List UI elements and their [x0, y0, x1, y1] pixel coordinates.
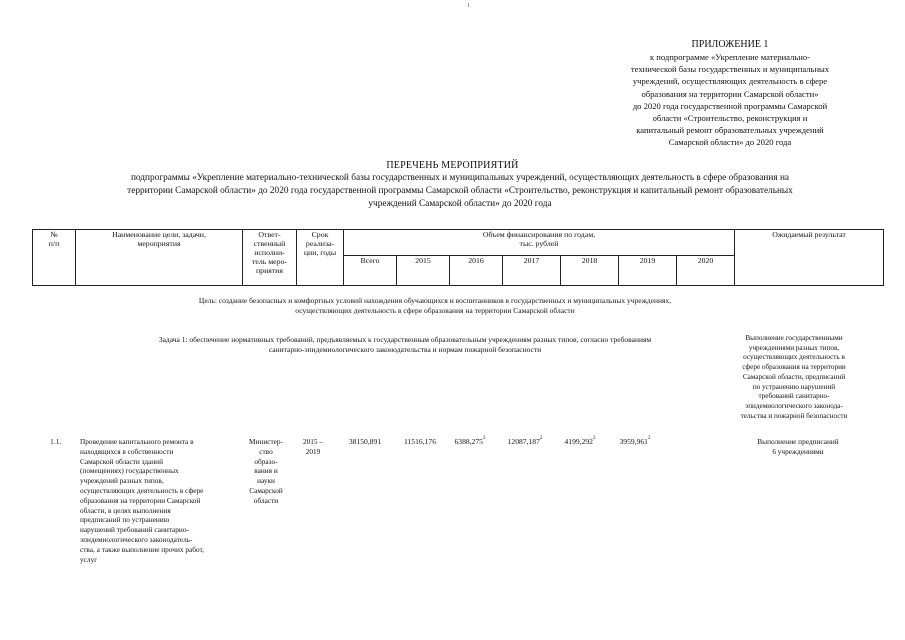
- row-2017: 12087,187$^2$: [507, 436, 543, 446]
- year-2018-header: 2018: [561, 256, 619, 286]
- year-2019-header: 2019: [619, 256, 677, 286]
- row-total: 38150,891: [348, 437, 382, 446]
- scan-mark: [468, 3, 469, 7]
- year-2017-header: 2017: [503, 256, 561, 286]
- appendix-line: области «Строительство, реконструкция и: [652, 113, 808, 124]
- appendix-title: ПРИЛОЖЕНИЕ 1: [691, 39, 769, 50]
- appendix-line: к подпрограмме «Укрепление материально-: [649, 52, 811, 62]
- task-text: Задача 1: обеспечение нормативных требований, предъявляемых к государственным образовательным учреждениям разных типов, согласно требованиям санитарно-эпидемиологического законодательства и нормам пожарной безопасности: [158, 335, 652, 354]
- col-result-header: Ожидаемый результат: [735, 230, 884, 286]
- row-2016: 6388,275$^2$: [454, 436, 486, 446]
- row-measure-name: Проведение капитального ремонта в находящихся в собственности Самарской области зданий (помещениях) государственных учреждений разных типов, осуществляющих деятельность в сфере образования на территории Самарской области, в целях выполнения предписаний по устранению нарушений требований санитарно- эпидемиологического законодатель- ства, а также выполнение прочих работ, услуг: [80, 437, 204, 564]
- appendix-line: до 2020 года государственной программы Самарской: [632, 100, 828, 111]
- subtitle-line: учреждений Самарской области» до 2020 года: [368, 198, 552, 209]
- col-name-header: Наименование цели, задачи, мероприятия: [76, 230, 243, 286]
- appendix-line: образования на территории Самарской области»: [641, 88, 819, 99]
- appendix-line: Самарской области» до 2020 года: [668, 137, 792, 148]
- year-2015-header: 2015: [397, 256, 450, 286]
- year-2020-header: 2020: [677, 256, 735, 286]
- row-2018: 4199,292$^2$: [564, 436, 596, 446]
- row-number: 1.1.: [50, 437, 62, 446]
- row-expected-result: Выполнение предписаний 6 учреждениями: [757, 437, 839, 456]
- document-subtitle: [50, 172, 870, 210]
- row-2015: 11516,176: [404, 437, 436, 446]
- goal-text: Цель: создание безопасных и комфортных условий нахождения обучающихся и воспитанников в государственных и муниципальных учреждениях, осуществляющих деятельность в сфере образования на территории Самарской области: [198, 296, 672, 315]
- appendix-block: [600, 38, 860, 149]
- measures-table-header: [32, 229, 884, 286]
- row-executor: Министер- ство образо- вания и науки Самарской области: [249, 437, 283, 505]
- row-2019: 3959,961$^2$: [619, 436, 651, 446]
- subtitle-line: подпрограммы «Укрепление материально-технической базы государственных и муниципальных учреждений, осуществляющих деятельность в сфере образования на: [130, 173, 790, 183]
- appendix-line: учреждений, осуществляющих деятельность в сфере: [632, 76, 828, 87]
- appendix-line: технической базы государственных и муниципальных: [630, 64, 830, 75]
- year-total-header: Всего: [344, 256, 397, 286]
- subtitle-line: территории Самарской области» до 2020 года государственной программы Самарской области «Строительство, реконструкция и капитальный ремонт образовательных: [127, 185, 793, 196]
- col-num-header: № п/п: [33, 230, 76, 286]
- appendix-line: капитальный ремонт образовательных учреждений: [636, 125, 824, 136]
- task-expected-result: Выполнение государственными учреждениями разных типов, осуществляющих деятельность в сфере образования на территории Самарской области, предписаний по устранению нарушений требований санитарно- эпидемиологического законода- тельства и пожарной безопасности: [740, 334, 848, 420]
- col-funding-header: Объем финансирования по годам, тыс. рублей: [344, 230, 735, 256]
- document-title: ПЕРЕЧЕНЬ МЕРОПРИЯТИЙ: [386, 160, 519, 171]
- year-2016-header: 2016: [450, 256, 503, 286]
- col-executor-header: Ответ- ственный исполни- тель меро- приятия: [243, 230, 297, 286]
- row-term: 2015 – 2019: [302, 437, 324, 456]
- col-term-header: Срок реализа- ции, годы: [297, 230, 344, 286]
